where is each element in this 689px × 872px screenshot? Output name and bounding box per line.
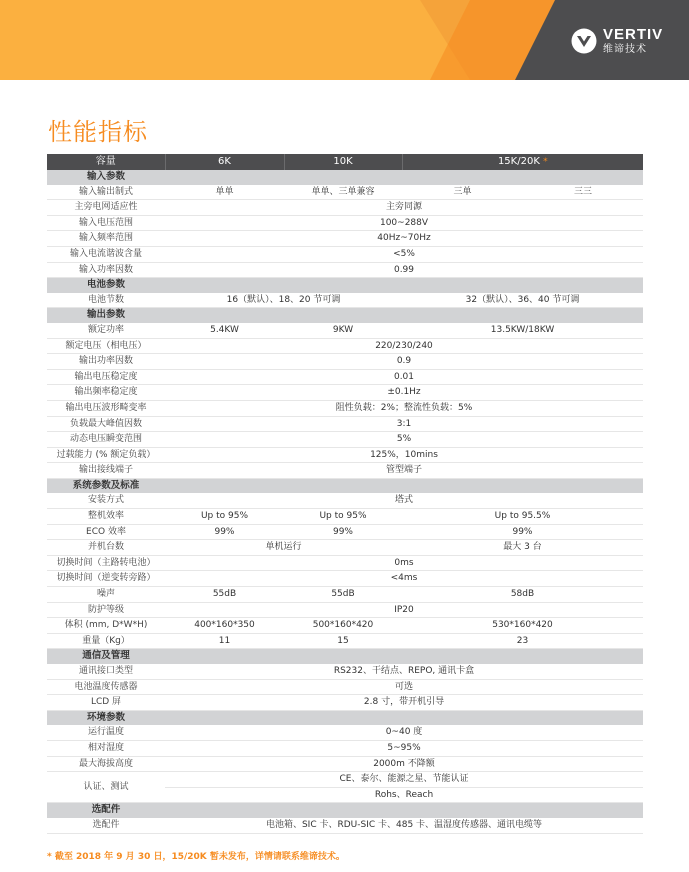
header-banner: [0, 0, 689, 80]
row-label: 额定电压（相电压）: [47, 338, 165, 354]
table-row: [47, 493, 643, 508]
table-row: [47, 400, 643, 416]
table-row: [47, 555, 643, 571]
section-fill: [165, 308, 643, 323]
table-row: [47, 740, 643, 756]
row-label: 整机效率: [47, 509, 165, 525]
row-label: 切换时间（逆变转旁路）: [47, 571, 165, 587]
section-fill: [165, 803, 643, 818]
table-row: [47, 463, 643, 479]
row-value: 23: [402, 633, 643, 649]
section-row: [47, 478, 643, 493]
row-label: 防护等级: [47, 602, 165, 618]
row-value: Up to 95%: [284, 509, 402, 525]
row-value: Rohs、Reach: [165, 787, 643, 803]
table-row: [47, 756, 643, 772]
row-value: CE、泰尔、能源之星、节能认证: [165, 772, 643, 788]
footnote-mark: *: [543, 157, 548, 167]
section-label: 电池参数: [47, 278, 165, 293]
row-value: 220/230/240: [165, 338, 643, 354]
table-row: [47, 385, 643, 401]
row-value: 58dB: [402, 587, 643, 603]
row-value: 管型端子: [165, 463, 643, 479]
row-value: IP20: [165, 602, 643, 618]
table-row: [47, 618, 643, 634]
section-label: 输出参数: [47, 308, 165, 323]
row-value: 2000m 不降额: [165, 756, 643, 772]
row-value: 0~40 度: [165, 725, 643, 740]
table-row: [47, 587, 643, 603]
row-value: Up to 95%: [165, 509, 284, 525]
row-label: 动态电压瞬变范围: [47, 432, 165, 448]
table-row: [47, 725, 643, 740]
row-label: 安装方式: [47, 493, 165, 508]
brand-name-cn: 维谛技术: [603, 44, 647, 55]
row-value: <5%: [165, 246, 643, 262]
table-row: [47, 432, 643, 448]
row-value: 塔式: [165, 493, 643, 508]
section-label: 选配件: [47, 803, 165, 818]
row-value: 16（默认）、18、20 节可调: [165, 293, 402, 308]
table-row: [47, 323, 643, 338]
row-label: 输入频率范围: [47, 231, 165, 247]
footnote: * 截至 2018 年 9 月 30 日，15/20K 暂未发布，详情请联系维谛技术。: [47, 852, 345, 862]
row-value: 最大 3 台: [402, 540, 643, 556]
row-value: 3:1: [165, 416, 643, 432]
row-label: 选配件: [47, 818, 165, 833]
row-label: 电池温度传感器: [47, 679, 165, 695]
table-row: [47, 540, 643, 556]
row-value: 三单: [402, 185, 523, 200]
table-row: [47, 293, 643, 308]
table-header-row: [47, 154, 643, 170]
row-value: 5.4KW: [165, 323, 284, 338]
section-row: [47, 803, 643, 818]
section-label: 输入参数: [47, 170, 165, 185]
section-label: 通信及管理: [47, 649, 165, 664]
row-value: 0ms: [165, 555, 643, 571]
row-value: 单单: [165, 185, 284, 200]
row-value: 13.5KW/18KW: [402, 323, 643, 338]
row-value: 三三: [523, 185, 643, 200]
row-label: 并机台数: [47, 540, 165, 556]
row-value: 0.9: [165, 354, 643, 370]
table-row: [47, 354, 643, 370]
brand-logo[interactable]: [571, 26, 663, 56]
table-row: [47, 679, 643, 695]
table-row: [47, 818, 643, 833]
table-row: [47, 215, 643, 231]
row-value: Up to 95.5%: [402, 509, 643, 525]
row-value: 99%: [165, 524, 284, 540]
row-label: 输入电流谐波含量: [47, 246, 165, 262]
header-15k-20k: 15K/20K *: [402, 154, 643, 170]
section-row: [47, 278, 643, 293]
row-value: 55dB: [284, 587, 402, 603]
row-value: 主旁同源: [165, 200, 643, 216]
row-label: 输入电压范围: [47, 215, 165, 231]
table-row: [47, 772, 643, 788]
section-label: 环境参数: [47, 710, 165, 725]
row-value: 32（默认）、36、40 节可调: [402, 293, 643, 308]
row-label: 输出频率稳定度: [47, 385, 165, 401]
section-label: 系统参数及标准: [47, 478, 165, 493]
table-row: [47, 416, 643, 432]
row-label: 主旁电网适应性: [47, 200, 165, 216]
section-row: [47, 170, 643, 185]
row-value: 500*160*420: [284, 618, 402, 634]
row-label: ECO 效率: [47, 524, 165, 540]
spec-table-body: [47, 170, 643, 833]
row-label: 重量（Kg）: [47, 633, 165, 649]
row-value: 55dB: [165, 587, 284, 603]
spec-table: [47, 154, 643, 834]
row-value: 11: [165, 633, 284, 649]
section-fill: [165, 649, 643, 664]
table-row: [47, 200, 643, 216]
table-row: [47, 338, 643, 354]
row-label: 额定功率: [47, 323, 165, 338]
row-value: 单单、三单兼容: [284, 185, 402, 200]
section-fill: [165, 170, 643, 185]
brand-name-en: VERTIV: [603, 26, 664, 43]
table-row: [47, 509, 643, 525]
row-value: 0.99: [165, 262, 643, 278]
row-value: ±0.1Hz: [165, 385, 643, 401]
row-value: 9KW: [284, 323, 402, 338]
row-label: 通讯接口类型: [47, 664, 165, 679]
row-label: 负载最大峰值因数: [47, 416, 165, 432]
row-value: 5%: [165, 432, 643, 448]
table-row: [47, 695, 643, 711]
header-6k: 6K: [165, 154, 284, 170]
section-row: [47, 308, 643, 323]
table-row: [47, 571, 643, 587]
header-capacity: 容量: [47, 154, 165, 170]
row-value: 2.8 寸，带开机引导: [165, 695, 643, 711]
row-label: 过载能力 (% 额定负载）: [47, 447, 165, 463]
table-row: [47, 633, 643, 649]
table-row: [47, 262, 643, 278]
row-value: 530*160*420: [402, 618, 643, 634]
row-value: 100~288V: [165, 215, 643, 231]
table-row: [47, 246, 643, 262]
table-row: [47, 664, 643, 679]
row-value: 99%: [284, 524, 402, 540]
row-value: 400*160*350: [165, 618, 284, 634]
section-row: [47, 649, 643, 664]
row-label: 输入输出制式: [47, 185, 165, 200]
table-row: [47, 524, 643, 540]
section-row: [47, 710, 643, 725]
section-fill: [165, 710, 643, 725]
row-value: 5~95%: [165, 740, 643, 756]
row-value: RS232、干结点、REPO, 通讯卡盒: [165, 664, 643, 679]
row-value: 99%: [402, 524, 643, 540]
row-value: 可选: [165, 679, 643, 695]
row-label: 噪声: [47, 587, 165, 603]
row-label: 输出电压波形畸变率: [47, 400, 165, 416]
row-label: 输出接线端子: [47, 463, 165, 479]
row-value: 0.01: [165, 369, 643, 385]
row-label: 输出功率因数: [47, 354, 165, 370]
table-row: [47, 369, 643, 385]
table-row: [47, 602, 643, 618]
row-value: 电池箱、SIC 卡、RDU-SIC 卡、485 卡、温湿度传感器、通讯电缆等: [165, 818, 643, 833]
row-label: 认证、测试: [47, 772, 165, 803]
row-value: 125%，10mins: [165, 447, 643, 463]
row-label: 输入功率因数: [47, 262, 165, 278]
row-label: 最大海拔高度: [47, 756, 165, 772]
section-fill: [165, 278, 643, 293]
vertiv-chevron-icon: [571, 28, 597, 54]
row-label: 体积 (mm, D*W*H): [47, 618, 165, 634]
row-value: 阻性负载：2%；整流性负载：5%: [165, 400, 643, 416]
row-label: 相对湿度: [47, 740, 165, 756]
table-row: [47, 185, 643, 200]
table-row: [47, 231, 643, 247]
row-label: 运行温度: [47, 725, 165, 740]
row-value: 40Hz~70Hz: [165, 231, 643, 247]
row-value: 单机运行: [165, 540, 402, 556]
header-10k: 10K: [284, 154, 402, 170]
row-label: 电池节数: [47, 293, 165, 308]
table-row: [47, 447, 643, 463]
row-label: 切换时间（主路转电池）: [47, 555, 165, 571]
section-fill: [165, 478, 643, 493]
row-value: 15: [284, 633, 402, 649]
page-title: 性能指标: [48, 118, 148, 146]
row-label: LCD 屏: [47, 695, 165, 711]
row-label: 输出电压稳定度: [47, 369, 165, 385]
row-value: <4ms: [165, 571, 643, 587]
